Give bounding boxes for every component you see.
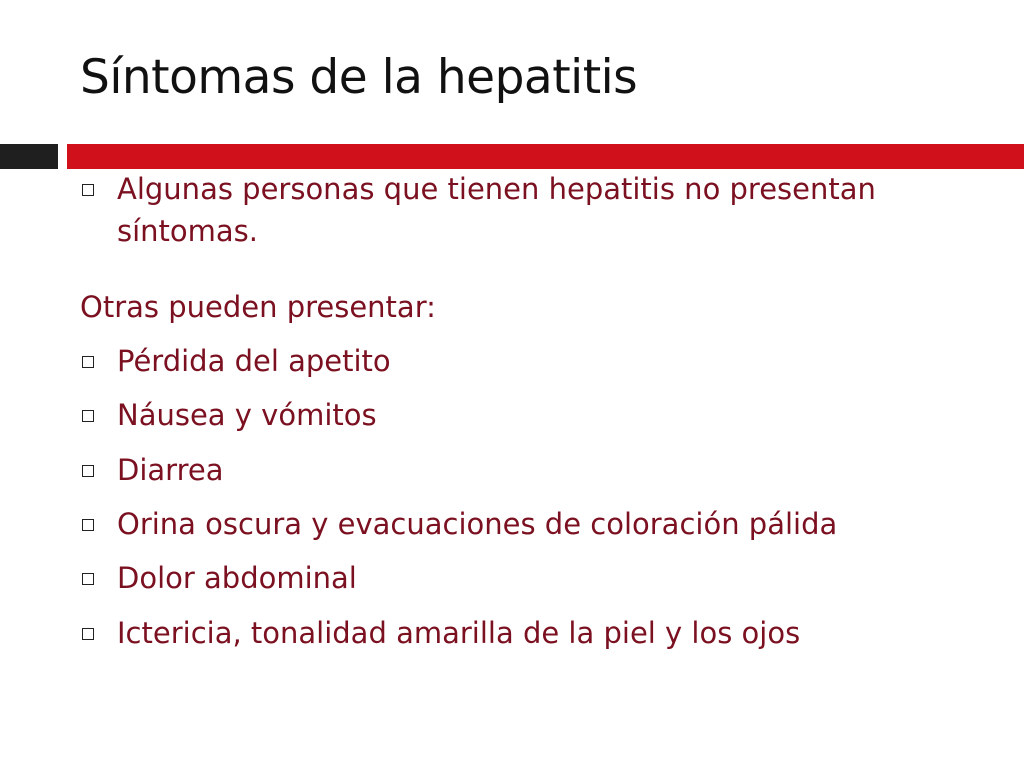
square-bullet-icon [82, 628, 94, 640]
bullet-item-symptom [80, 449, 223, 491]
bullet-item-symptom [80, 557, 357, 599]
bullet-item-symptom [80, 394, 377, 436]
bullet-item-symptom [80, 340, 391, 382]
symptom-text: Ictericia, tonalidad amarilla de la piel y los ojos [117, 616, 801, 650]
square-bullet-icon [82, 410, 94, 422]
symptom-text: Diarrea [117, 453, 224, 487]
symptom-text: Dolor abdominal [117, 561, 357, 595]
symptom-text: Pérdida del apetito [117, 344, 391, 378]
square-bullet-icon [82, 519, 94, 531]
square-bullet-icon [82, 356, 94, 368]
lead-text: Otras pueden presentar: [80, 290, 436, 324]
square-bullet-icon [82, 184, 94, 196]
intro-line-2: síntomas. [117, 214, 259, 248]
bullet-item-symptom [80, 612, 800, 654]
bullet-item-intro [80, 168, 876, 252]
slide-title: Síntomas de la hepatitis [80, 50, 638, 105]
bullet-item-symptom [80, 503, 837, 545]
intro-line-1: Algunas personas que tienen hepatitis no presentan [117, 172, 876, 206]
symptom-text: Náusea y vómitos [117, 398, 377, 432]
square-bullet-icon [82, 573, 94, 585]
symptom-text: Orina oscura y evacuaciones de coloración pálida [117, 507, 838, 541]
square-bullet-icon [82, 465, 94, 477]
title-divider-dark-segment [0, 144, 58, 169]
title-divider-red-bar [67, 144, 1024, 169]
